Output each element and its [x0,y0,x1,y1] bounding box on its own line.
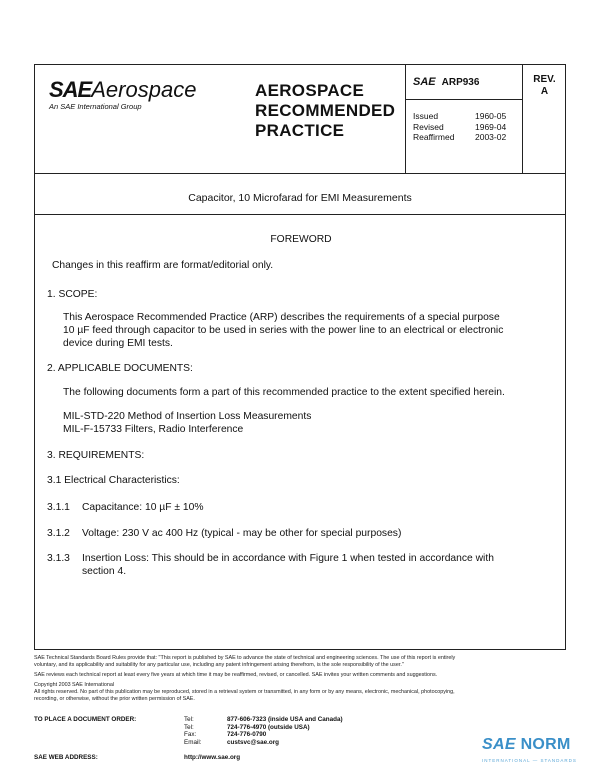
applicable-doc: MIL-F-15733 Filters, Radio Interference [63,424,244,435]
doc-type-line: RECOMMENDED [255,101,396,120]
requirement-number: 3.1.2 [47,528,70,539]
requirement-text: Insertion Loss: This should be in accordance with Figure 1 when tested in accordance with [82,553,494,564]
scope-line: device during EMI tests. [63,338,173,349]
date-label: Revised [413,121,444,132]
logo-aerospace: Aerospace [91,77,197,102]
watermark-sae: SAE [482,736,516,753]
section-heading: 2. APPLICABLE DOCUMENTS: [47,363,193,374]
contact-type: Tel: [184,723,194,731]
date-value: 1960-05 [475,111,507,121]
footer-text: recording, or otherwise, without the prior written permission of SAE. [34,696,195,702]
rev-label: REV. [533,74,556,85]
watermark-sub: INTERNATIONAL — STANDARDS [482,758,577,763]
footer-text: SAE reviews each technical report at least every five years at which time it may be reaffirmed, revised, or cancelled. SAE invites your written comments and suggestions. [34,672,438,678]
date-row [413,111,506,122]
footer-text: SAE Technical Standards Board Rules provide that: "This report is published by SAE to advance the state of technical and engineering sciences. The use of this report is entirely [34,655,456,661]
logo-subtitle: An SAE International Group [49,102,142,111]
document-number [413,76,479,88]
date-row [413,122,506,133]
order-info [34,716,343,746]
requirement-text: Capacitance: 10 µF ± 10% [82,502,204,513]
date-label: Reaffirmed [413,132,455,142]
web-address [34,754,241,761]
logo-sae: SAE [49,77,92,102]
doc-type-line: AEROSPACE [255,81,365,100]
divider [405,65,406,173]
document-frame [34,64,566,650]
revision-box [522,74,567,98]
contact-value: 724-776-0790 [227,731,267,739]
date-label: Issued [413,111,439,121]
footer-text: All rights reserved. No part of this publication may be reproduced, stored in a retrieval system or transmitted, in any form or by any means, electronic, mechanical, photocopying, [34,689,455,695]
date-row [413,132,506,143]
footer-text: voluntary, and its applicability and suitability for any particular use, including any patent infringement arising therefrom, is the sole responsibility of the user." [34,662,404,668]
contact-value: 877-606-7323 (inside USA and Canada) [227,716,343,723]
web-url[interactable]: http://www.sae.org [184,754,241,761]
requirement-text: Voltage: 230 V ac 400 Hz (typical - may be other for special purposes) [82,528,402,539]
section-heading: 3. REQUIREMENTS: [47,450,145,461]
web-label: SAE WEB ADDRESS: [34,754,98,761]
doc-number: ARP936 [441,77,480,88]
date-value: 1969-04 [475,121,507,132]
scope-line: This Aerospace Recommended Practice (ARP) describes the requirements of a special purpose [63,312,500,323]
contact-type: Email: [184,738,202,746]
requirement-text-cont: section 4. [82,566,127,577]
document-dates [413,111,506,143]
subsection-heading: 3.1 Electrical Characteristics: [47,475,180,486]
legal-footer [34,655,566,706]
divider [35,214,565,215]
contact-type: Tel: [184,716,194,723]
doc-type-line: PRACTICE [255,121,345,140]
doc-prefix: SAE [413,76,436,88]
order-label: TO PLACE A DOCUMENT ORDER: [34,716,137,723]
date-value: 2003-02 [475,132,507,142]
footer-text: Copyright 2003 SAE International [34,682,115,688]
contact-value: 724-776-4970 (outside USA) [227,723,310,731]
rev-value: A [540,86,549,97]
watermark-norm: NORM [520,736,571,753]
contact-type: Fax: [184,731,197,739]
sae-norm-watermark [482,736,592,772]
scope-line: 10 µF feed through capacitor to be used in series with the power line to an electrical or electronic [63,325,504,336]
foreword-text: Changes in this reaffirm are format/editorial only. [52,260,274,271]
requirement-number: 3.1.3 [47,553,70,564]
foreword-heading: FOREWORD [270,234,332,245]
document-title: Capacitor, 10 Microfarad for EMI Measurements [188,192,412,204]
divider [405,99,522,100]
section-heading: 1. SCOPE: [47,289,98,300]
requirement-number: 3.1.1 [47,502,70,513]
applicable-intro: The following documents form a part of this recommended practice to the extent specified herein. [63,387,505,398]
divider [35,173,565,174]
sae-aerospace-logo [49,79,196,111]
contact-value[interactable]: custsvc@sae.org [227,738,279,746]
document-type [255,81,395,141]
applicable-doc: MIL-STD-220 Method of Insertion Loss Measurements [63,411,312,422]
